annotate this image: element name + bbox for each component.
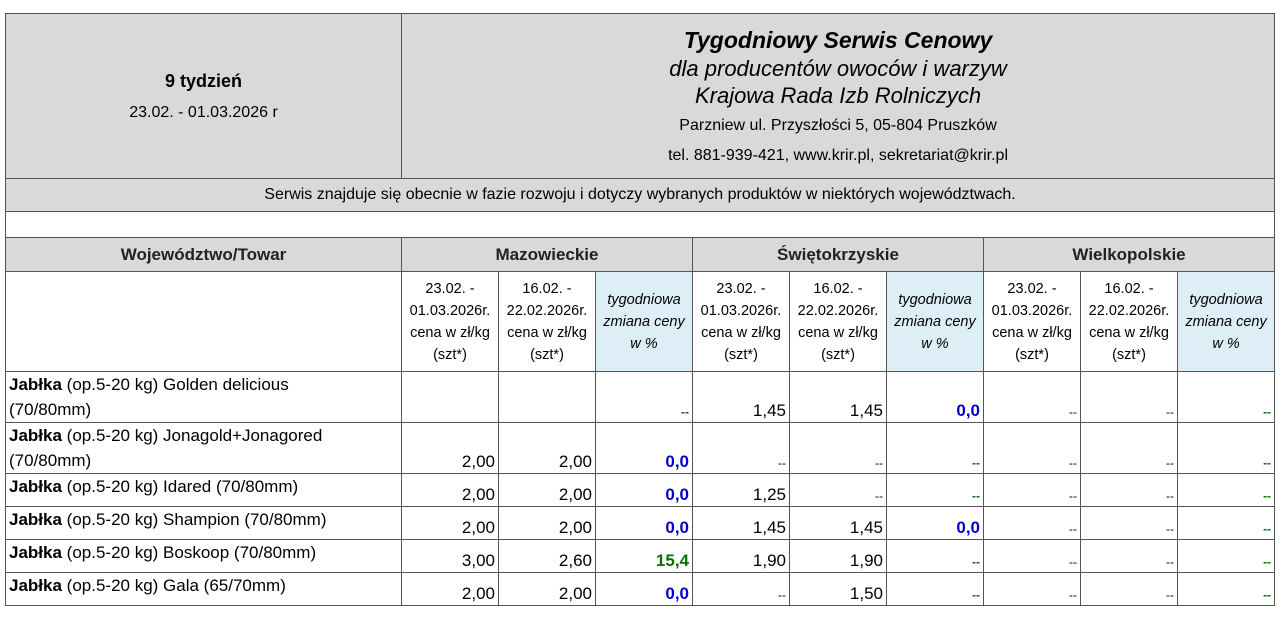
- price-cell: 3,00: [402, 540, 499, 573]
- price-cell: 2,00: [499, 507, 596, 540]
- price-cell: [402, 372, 499, 423]
- contact-info: tel. 881-939-421, www.krir.pl, sekretariat@krir.pl: [668, 146, 1008, 164]
- week-dates: 23.02. - 01.03.2026 r: [129, 103, 278, 121]
- column-header-line: 22.02.2026r.: [506, 302, 588, 319]
- price-change-cell: 0,0: [596, 474, 693, 507]
- notice: Serwis znajduje się obecnie w fazie rozwoju i dotyczy wybranych produktów w niektórych województwach.: [6, 179, 1275, 212]
- price-cell: --: [1081, 573, 1178, 606]
- price-cell: --: [790, 423, 887, 474]
- column-header-previous: [1081, 272, 1178, 372]
- price-cell: --: [984, 540, 1081, 573]
- product-variety: (op.5-20 kg) Jonagold+Jonagored: [61, 426, 323, 445]
- table-row: [6, 372, 1275, 423]
- table-row: [6, 474, 1275, 507]
- column-header-line: 16.02. -: [813, 280, 863, 297]
- column-header-line: (szt*): [433, 346, 467, 363]
- region-header: Wielkopolskie: [984, 238, 1275, 272]
- column-header-line: (szt*): [530, 346, 564, 363]
- price-change-cell: --: [1178, 540, 1275, 573]
- week-number: 9 tydzień: [164, 70, 243, 91]
- table-row: [6, 573, 1275, 606]
- table-row: [6, 423, 1275, 474]
- price-cell: --: [693, 573, 790, 606]
- price-change-cell: 0,0: [596, 573, 693, 606]
- price-cell: 1,25: [693, 474, 790, 507]
- empty-header-cell: [6, 272, 402, 372]
- price-cell: --: [1081, 507, 1178, 540]
- column-header-current: [693, 272, 790, 372]
- column-header-line: 01.03.2026r.: [409, 302, 491, 319]
- table-row: [6, 507, 1275, 540]
- column-header-line: (szt*): [724, 346, 758, 363]
- price-change-cell: 0,0: [596, 507, 693, 540]
- column-header-line: 23.02. -: [716, 280, 766, 297]
- price-cell: --: [693, 423, 790, 474]
- price-cell: 1,45: [790, 507, 887, 540]
- price-cell: 1,50: [790, 573, 887, 606]
- column-header-line: 23.02. -: [425, 280, 475, 297]
- column-header-line: cena w zł/kg: [992, 324, 1072, 341]
- column-header-line: cena w zł/kg: [410, 324, 490, 341]
- column-header-previous: [499, 272, 596, 372]
- column-header-line: 01.03.2026r.: [991, 302, 1073, 319]
- price-change-cell: --: [1178, 573, 1275, 606]
- price-change-cell: --: [1178, 423, 1275, 474]
- price-change-cell: --: [1178, 372, 1275, 423]
- price-cell: 1,45: [693, 372, 790, 423]
- product-size: (70/80mm): [9, 451, 92, 470]
- product-category: Jabłka: [9, 426, 62, 445]
- column-header-line: (szt*): [1112, 346, 1146, 363]
- price-cell: 2,00: [402, 507, 499, 540]
- product-variety: (op.5-20 kg) Idared (70/80mm): [61, 477, 299, 496]
- region-header-row: [6, 238, 1275, 272]
- column-header-line: tygodniowa: [607, 291, 681, 308]
- column-header-line: tygodniowa: [1189, 291, 1263, 308]
- product-category: Jabłka: [9, 510, 62, 529]
- price-change-cell: --: [887, 423, 984, 474]
- product-name: [6, 372, 402, 423]
- week-box: [6, 14, 402, 179]
- product-name: [6, 507, 402, 540]
- address: Parzniew ul. Przyszłości 5, 05-804 Pruszków: [679, 116, 997, 134]
- price-change-cell: --: [887, 474, 984, 507]
- price-change-cell: 0,0: [887, 372, 984, 423]
- price-cell: 2,00: [402, 423, 499, 474]
- title-box: [402, 14, 1275, 179]
- price-change-cell: 0,0: [596, 423, 693, 474]
- notice-row: [6, 179, 1275, 212]
- column-header-change: [596, 272, 693, 372]
- price-cell: 2,00: [499, 423, 596, 474]
- column-header-change: [887, 272, 984, 372]
- price-change-cell: --: [1178, 507, 1275, 540]
- price-sheet: [5, 13, 1274, 606]
- price-change-cell: --: [596, 372, 693, 423]
- spacer-cell: [6, 212, 1275, 238]
- price-cell: --: [1081, 372, 1178, 423]
- price-cell: 2,00: [402, 573, 499, 606]
- column-header-line: (szt*): [821, 346, 855, 363]
- product-name: [6, 423, 402, 474]
- column-header-current: [402, 272, 499, 372]
- price-change-cell: --: [1178, 474, 1275, 507]
- price-cell: 1,45: [790, 372, 887, 423]
- table-row: [6, 540, 1275, 573]
- product-variety: (op.5-20 kg) Shampion (70/80mm): [61, 510, 327, 529]
- product-name: [6, 573, 402, 606]
- price-cell: --: [984, 372, 1081, 423]
- price-cell: 1,45: [693, 507, 790, 540]
- column-header-line: 22.02.2026r.: [1088, 302, 1170, 319]
- spacer-row: [6, 212, 1275, 238]
- column-header-line: zmiana ceny: [603, 313, 685, 330]
- corner-label: Województwo/Towar: [6, 238, 402, 272]
- product-name: [6, 474, 402, 507]
- product-variety: (op.5-20 kg) Gala (65/70mm): [61, 576, 286, 595]
- price-change-cell: --: [887, 540, 984, 573]
- column-header-line: 01.03.2026r.: [700, 302, 782, 319]
- price-cell: 2,60: [499, 540, 596, 573]
- column-header-line: 16.02. -: [522, 280, 572, 297]
- column-header-line: w %: [921, 335, 949, 352]
- price-cell: 2,00: [402, 474, 499, 507]
- price-cell: --: [1081, 423, 1178, 474]
- column-header-line: cena w zł/kg: [507, 324, 587, 341]
- price-change-cell: 0,0: [887, 507, 984, 540]
- column-header-line: cena w zł/kg: [1089, 324, 1169, 341]
- column-header-line: cena w zł/kg: [701, 324, 781, 341]
- product-variety: (op.5-20 kg) Boskoop (70/80mm): [61, 543, 317, 562]
- column-header-previous: [790, 272, 887, 372]
- product-variety: (op.5-20 kg) Golden delicious: [61, 375, 289, 394]
- subtitle-producers: dla producentów owoców i warzyw: [669, 55, 1007, 81]
- product-category: Jabłka: [9, 375, 62, 394]
- price-cell: 2,00: [499, 573, 596, 606]
- column-header-line: tygodniowa: [898, 291, 972, 308]
- region-header: Mazowieckie: [402, 238, 693, 272]
- column-header-line: zmiana ceny: [1185, 313, 1267, 330]
- page-title: Tygodniowy Serwis Cenowy: [683, 27, 993, 54]
- price-change-cell: --: [887, 573, 984, 606]
- column-header-line: (szt*): [1015, 346, 1049, 363]
- price-table: [5, 13, 1275, 606]
- price-cell: --: [984, 573, 1081, 606]
- price-cell: --: [984, 507, 1081, 540]
- price-cell: 2,00: [499, 474, 596, 507]
- column-header-line: zmiana ceny: [894, 313, 976, 330]
- product-category: Jabłka: [9, 543, 62, 562]
- column-header-change: [1178, 272, 1275, 372]
- price-cell: --: [984, 423, 1081, 474]
- price-change-cell: 15,4: [596, 540, 693, 573]
- price-cell: --: [984, 474, 1081, 507]
- column-header-line: 22.02.2026r.: [797, 302, 879, 319]
- price-cell: [499, 372, 596, 423]
- column-header-line: cena w zł/kg: [798, 324, 878, 341]
- column-header-line: w %: [630, 335, 658, 352]
- product-name: [6, 540, 402, 573]
- price-cell: 1,90: [790, 540, 887, 573]
- product-category: Jabłka: [9, 576, 62, 595]
- column-header-line: 16.02. -: [1104, 280, 1154, 297]
- column-header-line: w %: [1212, 335, 1240, 352]
- price-cell: --: [790, 474, 887, 507]
- column-header-current: [984, 272, 1081, 372]
- price-cell: --: [1081, 474, 1178, 507]
- region-header: Świętokrzyskie: [693, 238, 984, 272]
- price-cell: --: [1081, 540, 1178, 573]
- column-header-line: 23.02. -: [1007, 280, 1057, 297]
- header-row: [6, 14, 1275, 179]
- subtitle-organization: Krajowa Rada Izb Rolniczych: [694, 83, 982, 109]
- price-cell: 1,90: [693, 540, 790, 573]
- column-header-row: [6, 272, 1275, 372]
- product-category: Jabłka: [9, 477, 62, 496]
- product-size: (70/80mm): [9, 400, 92, 419]
